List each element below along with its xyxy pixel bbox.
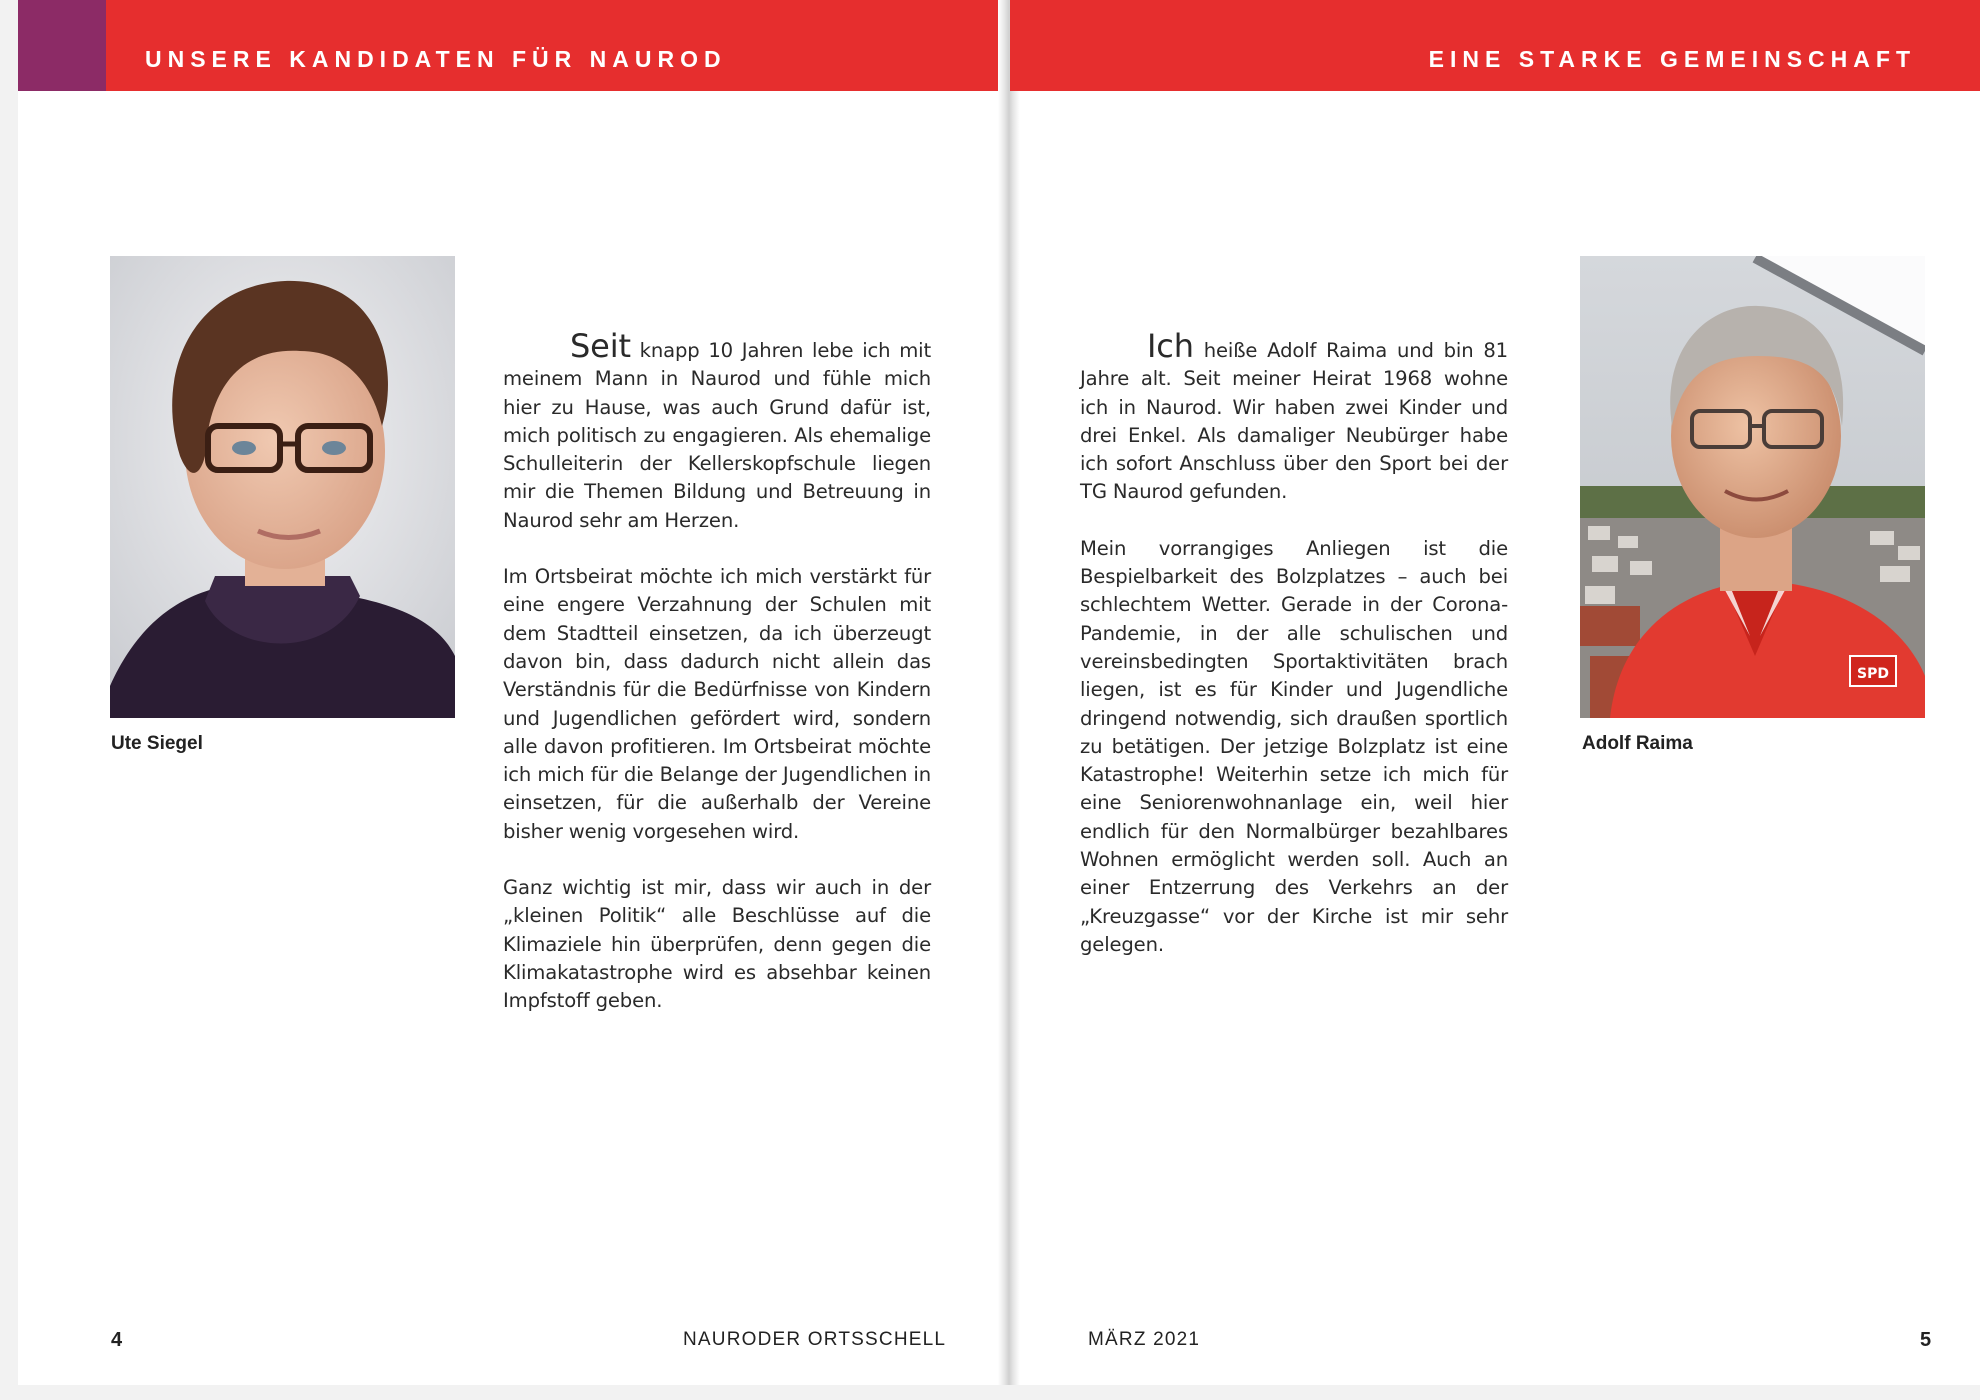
right-page bbox=[1010, 0, 1980, 1385]
article-lead-paragraph bbox=[503, 327, 931, 535]
candidate-photo-ute-siegel bbox=[110, 256, 455, 718]
page-number-right: 5 bbox=[1920, 1329, 1933, 1351]
right-header-bar bbox=[1010, 0, 1980, 91]
candidate-photo-adolf-raima bbox=[1580, 256, 1925, 718]
lead-text: knapp 10 Jahren lebe ich mit meinem Mann in Naurod und fühle mich hier zu Hause, was auch Grund dafür ist, mich politisch zu engagieren. Als ehemalige Schulleiterin der Kellerskopfschule liegen mir die Themen Bildung und Betreuung in Naurod sehr am Herzen. bbox=[503, 339, 931, 532]
candidate-name-caption: Adolf Raima bbox=[1582, 733, 1693, 754]
article-lead-paragraph bbox=[1080, 327, 1508, 507]
page-number-left: 4 bbox=[111, 1329, 124, 1351]
candidate-name-caption: Ute Siegel bbox=[111, 733, 203, 754]
magazine-spread bbox=[18, 0, 1980, 1385]
left-article bbox=[503, 327, 931, 1044]
spd-badge-text: SPD bbox=[1857, 666, 1889, 682]
lead-word: Seit bbox=[570, 327, 631, 365]
lead-text: heiße Adolf Raima und bin 81 Jahre alt. Seit meiner Heirat 1968 wohne ich in Naurod. Wir haben zwei Kinder und drei Enkel. Als damaliger Neubürger habe ich sofort Anschluss über den Sport bei der TG Naurod gefunden. bbox=[1080, 339, 1508, 504]
left-header-bar bbox=[18, 0, 998, 91]
issue-date: MÄRZ 2021 bbox=[1088, 1329, 1201, 1350]
publication-name: NAURODER ORTSSCHELL bbox=[683, 1329, 947, 1350]
article-paragraph-3: Ganz wichtig ist mir, dass wir auch in der „kleinen Politik“ alle Beschlüsse auf die Klimaziele hin überprüfen, denn gegen die Klimakatastrophe wird es absehbar keinen Impfstoff geben. bbox=[503, 876, 931, 1013]
right-article bbox=[1080, 327, 1508, 987]
article-paragraph-2: Mein vorrangiges Anliegen ist die Bespielbarkeit des Bolzplatzes – auch bei schlechtem Wetter. Gerade in der Corona-Pandemie, in der alle schulischen und vereinsbedingten Sportaktivitäten brach liegen, ist es für Kinder und Jugendliche dringend notwendig, sich draußen sportlich zu betätigen. Der jetzige Bolzplatz ist eine Katastrophe! Weiterhin setze ich mich für eine Seniorenwohnanlage ein, weil hier endlich für den Normalbürger bezahlbares Wohnen ermöglicht werden soll. Auch an einer Entzerrung des Verkehrs an der „Kreuzgasse“ vor der Kirche ist mir sehr gelegen. bbox=[1080, 536, 1508, 956]
left-page bbox=[18, 0, 998, 1385]
lead-word: Ich bbox=[1147, 327, 1194, 365]
left-header-title: UNSERE KANDIDATEN FÜR NAUROD bbox=[145, 46, 727, 72]
right-header-title: EINE STARKE GEMEINSCHAFT bbox=[1428, 46, 1916, 72]
article-paragraph-2: Im Ortsbeirat möchte ich mich verstärkt für eine engere Verzahnung der Schulen mit dem Stadtteil einsetzen, da ich überzeugt davon bin, dass dadurch nicht allein das Verständnis für die Bedürfnisse von Kindern und Jugendlichen gefördert wird, sondern alle davon profitieren. Im Ortsbeirat möchte ich mich für die Belange der Jugendlichen in einsetzen, für die außerhalb der Vereine bisher wenig vorgesehen wird. bbox=[503, 565, 931, 843]
header-accent-block bbox=[18, 0, 106, 91]
